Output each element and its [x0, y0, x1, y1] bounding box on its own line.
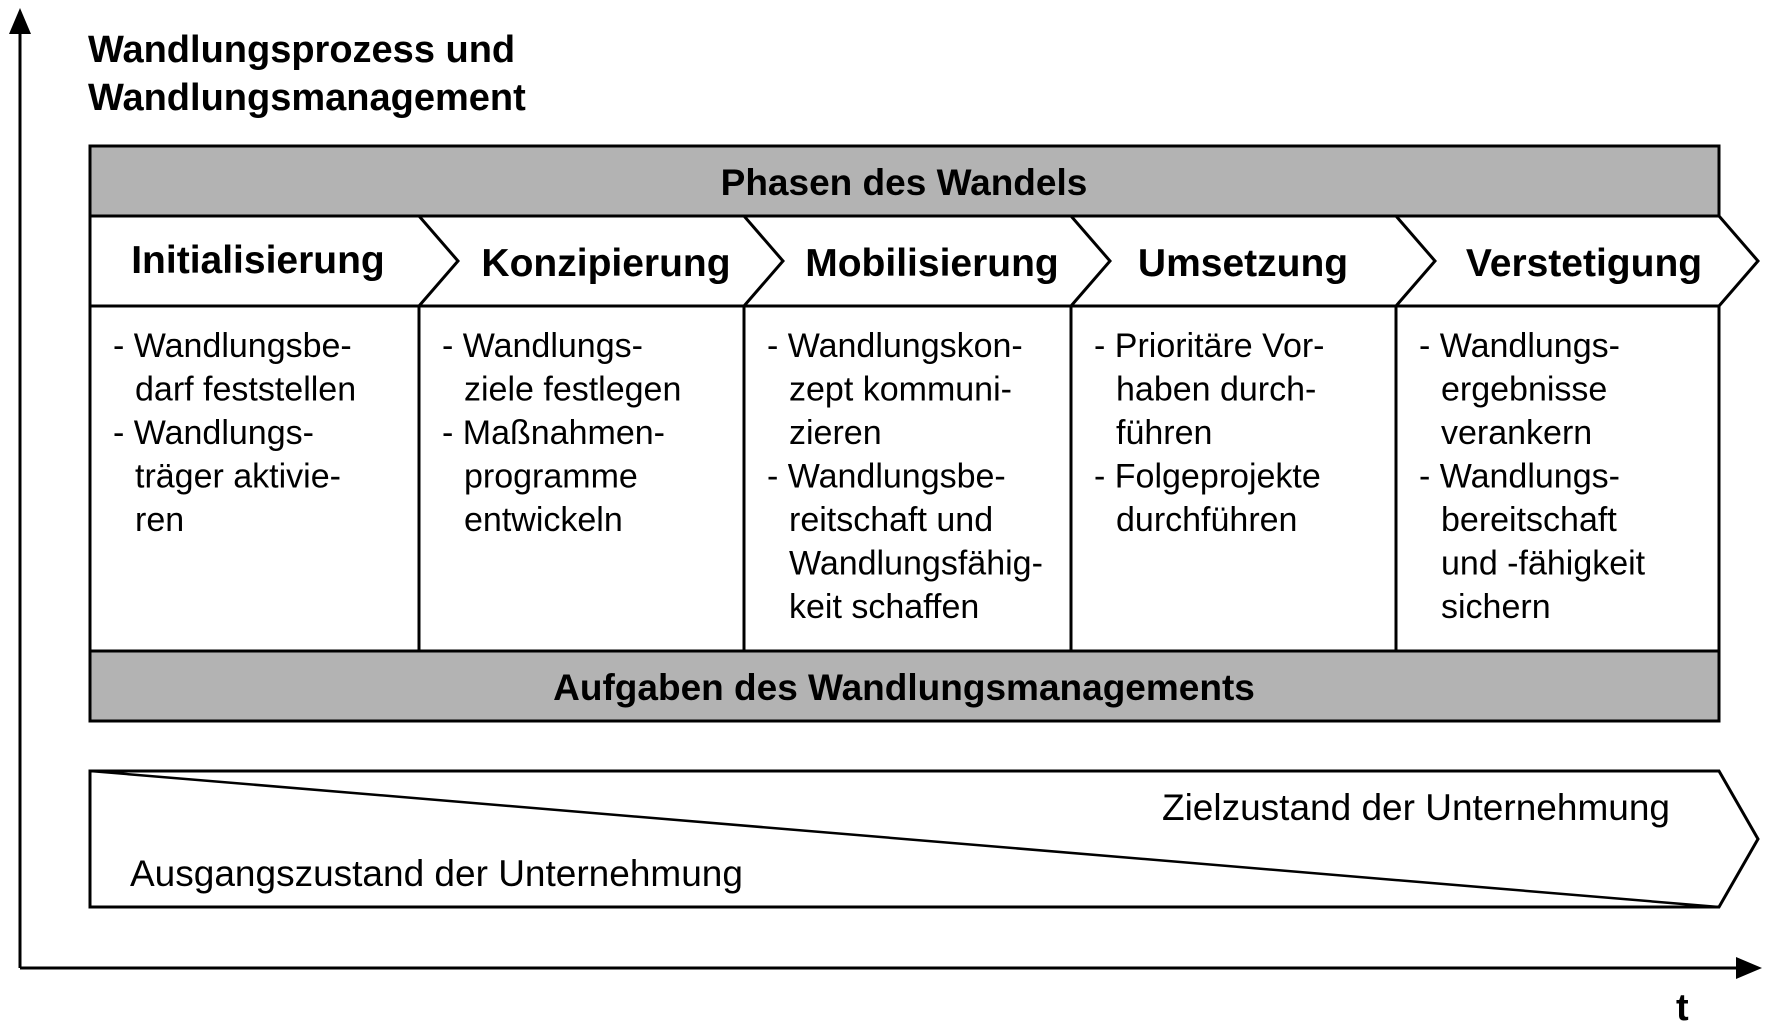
task-line: darf feststellen — [135, 370, 357, 409]
task-line: - Prioritäre Vor- — [1094, 327, 1325, 365]
initial-state-label: Ausgangszustand der Unternehmung — [130, 853, 743, 894]
phase-chevron-4 — [1396, 216, 1435, 306]
task-line: zept kommuni- — [789, 370, 1012, 409]
phase-chevron-1 — [419, 216, 458, 306]
task-line: - Wandlungsbe- — [113, 327, 352, 365]
task-line: ergebnisse — [1441, 370, 1608, 409]
task-line: - Folgeprojekte — [1094, 457, 1321, 496]
task-line: programme — [464, 457, 638, 496]
task-line: keit schaffen — [789, 588, 980, 626]
phase-name-mobilisierung: Mobilisierung — [805, 242, 1059, 285]
diagram-title-line2: Wandlungsmanagement — [88, 77, 526, 119]
task-line: - Wandlungs- — [1419, 457, 1620, 496]
phase-name-konzipierung: Konzipierung — [481, 242, 731, 285]
phase-name-umsetzung: Umsetzung — [1137, 242, 1349, 285]
task-line: - Maßnahmen- — [442, 414, 665, 452]
task-line: und -fähigkeit — [1441, 544, 1646, 583]
time-axis-label: t — [1676, 987, 1689, 1029]
diagram-title-line1: Wandlungsprozess und — [88, 29, 516, 71]
task-line: - Wandlungs- — [113, 414, 314, 452]
phase-chevron-3 — [1071, 216, 1110, 306]
tasks-footer-label: Aufgaben des Wandlungsmanagements — [553, 667, 1255, 708]
phase-chevron-5 — [1719, 216, 1758, 306]
phases-header-label: Phasen des Wandels — [720, 162, 1088, 203]
task-line: - Wandlungs- — [1419, 327, 1620, 365]
task-line: verankern — [1441, 414, 1593, 452]
phase-name-initialisierung: Initialisierung — [131, 239, 385, 282]
target-state-label: Zielzustand der Unternehmung — [1161, 787, 1670, 828]
task-line: reitschaft und — [789, 501, 994, 539]
task-line: sichern — [1441, 588, 1551, 626]
task-line: - Wandlungsbe- — [767, 457, 1006, 496]
time-axis-arrowhead — [1736, 957, 1762, 979]
task-line: führen — [1116, 414, 1213, 452]
task-line: - Wandlungs- — [442, 327, 643, 365]
task-line: ziele festlegen — [464, 370, 682, 409]
task-line: träger aktivie- — [135, 457, 341, 496]
task-line: entwickeln — [464, 501, 623, 539]
phase-chevron-2 — [744, 216, 783, 306]
phase-task-lists — [113, 327, 1646, 626]
task-line: - Wandlungskon- — [767, 327, 1023, 365]
phase-name-verstetigung: Verstetigung — [1465, 242, 1703, 285]
task-line: haben durch- — [1116, 370, 1317, 409]
task-line: durchführen — [1116, 501, 1298, 539]
task-line: Wandlungsfähig- — [789, 544, 1043, 583]
vertical-axis-arrowhead — [9, 8, 31, 34]
task-line: bereitschaft — [1441, 501, 1617, 539]
task-line: zieren — [789, 414, 882, 452]
task-line: ren — [135, 501, 185, 539]
